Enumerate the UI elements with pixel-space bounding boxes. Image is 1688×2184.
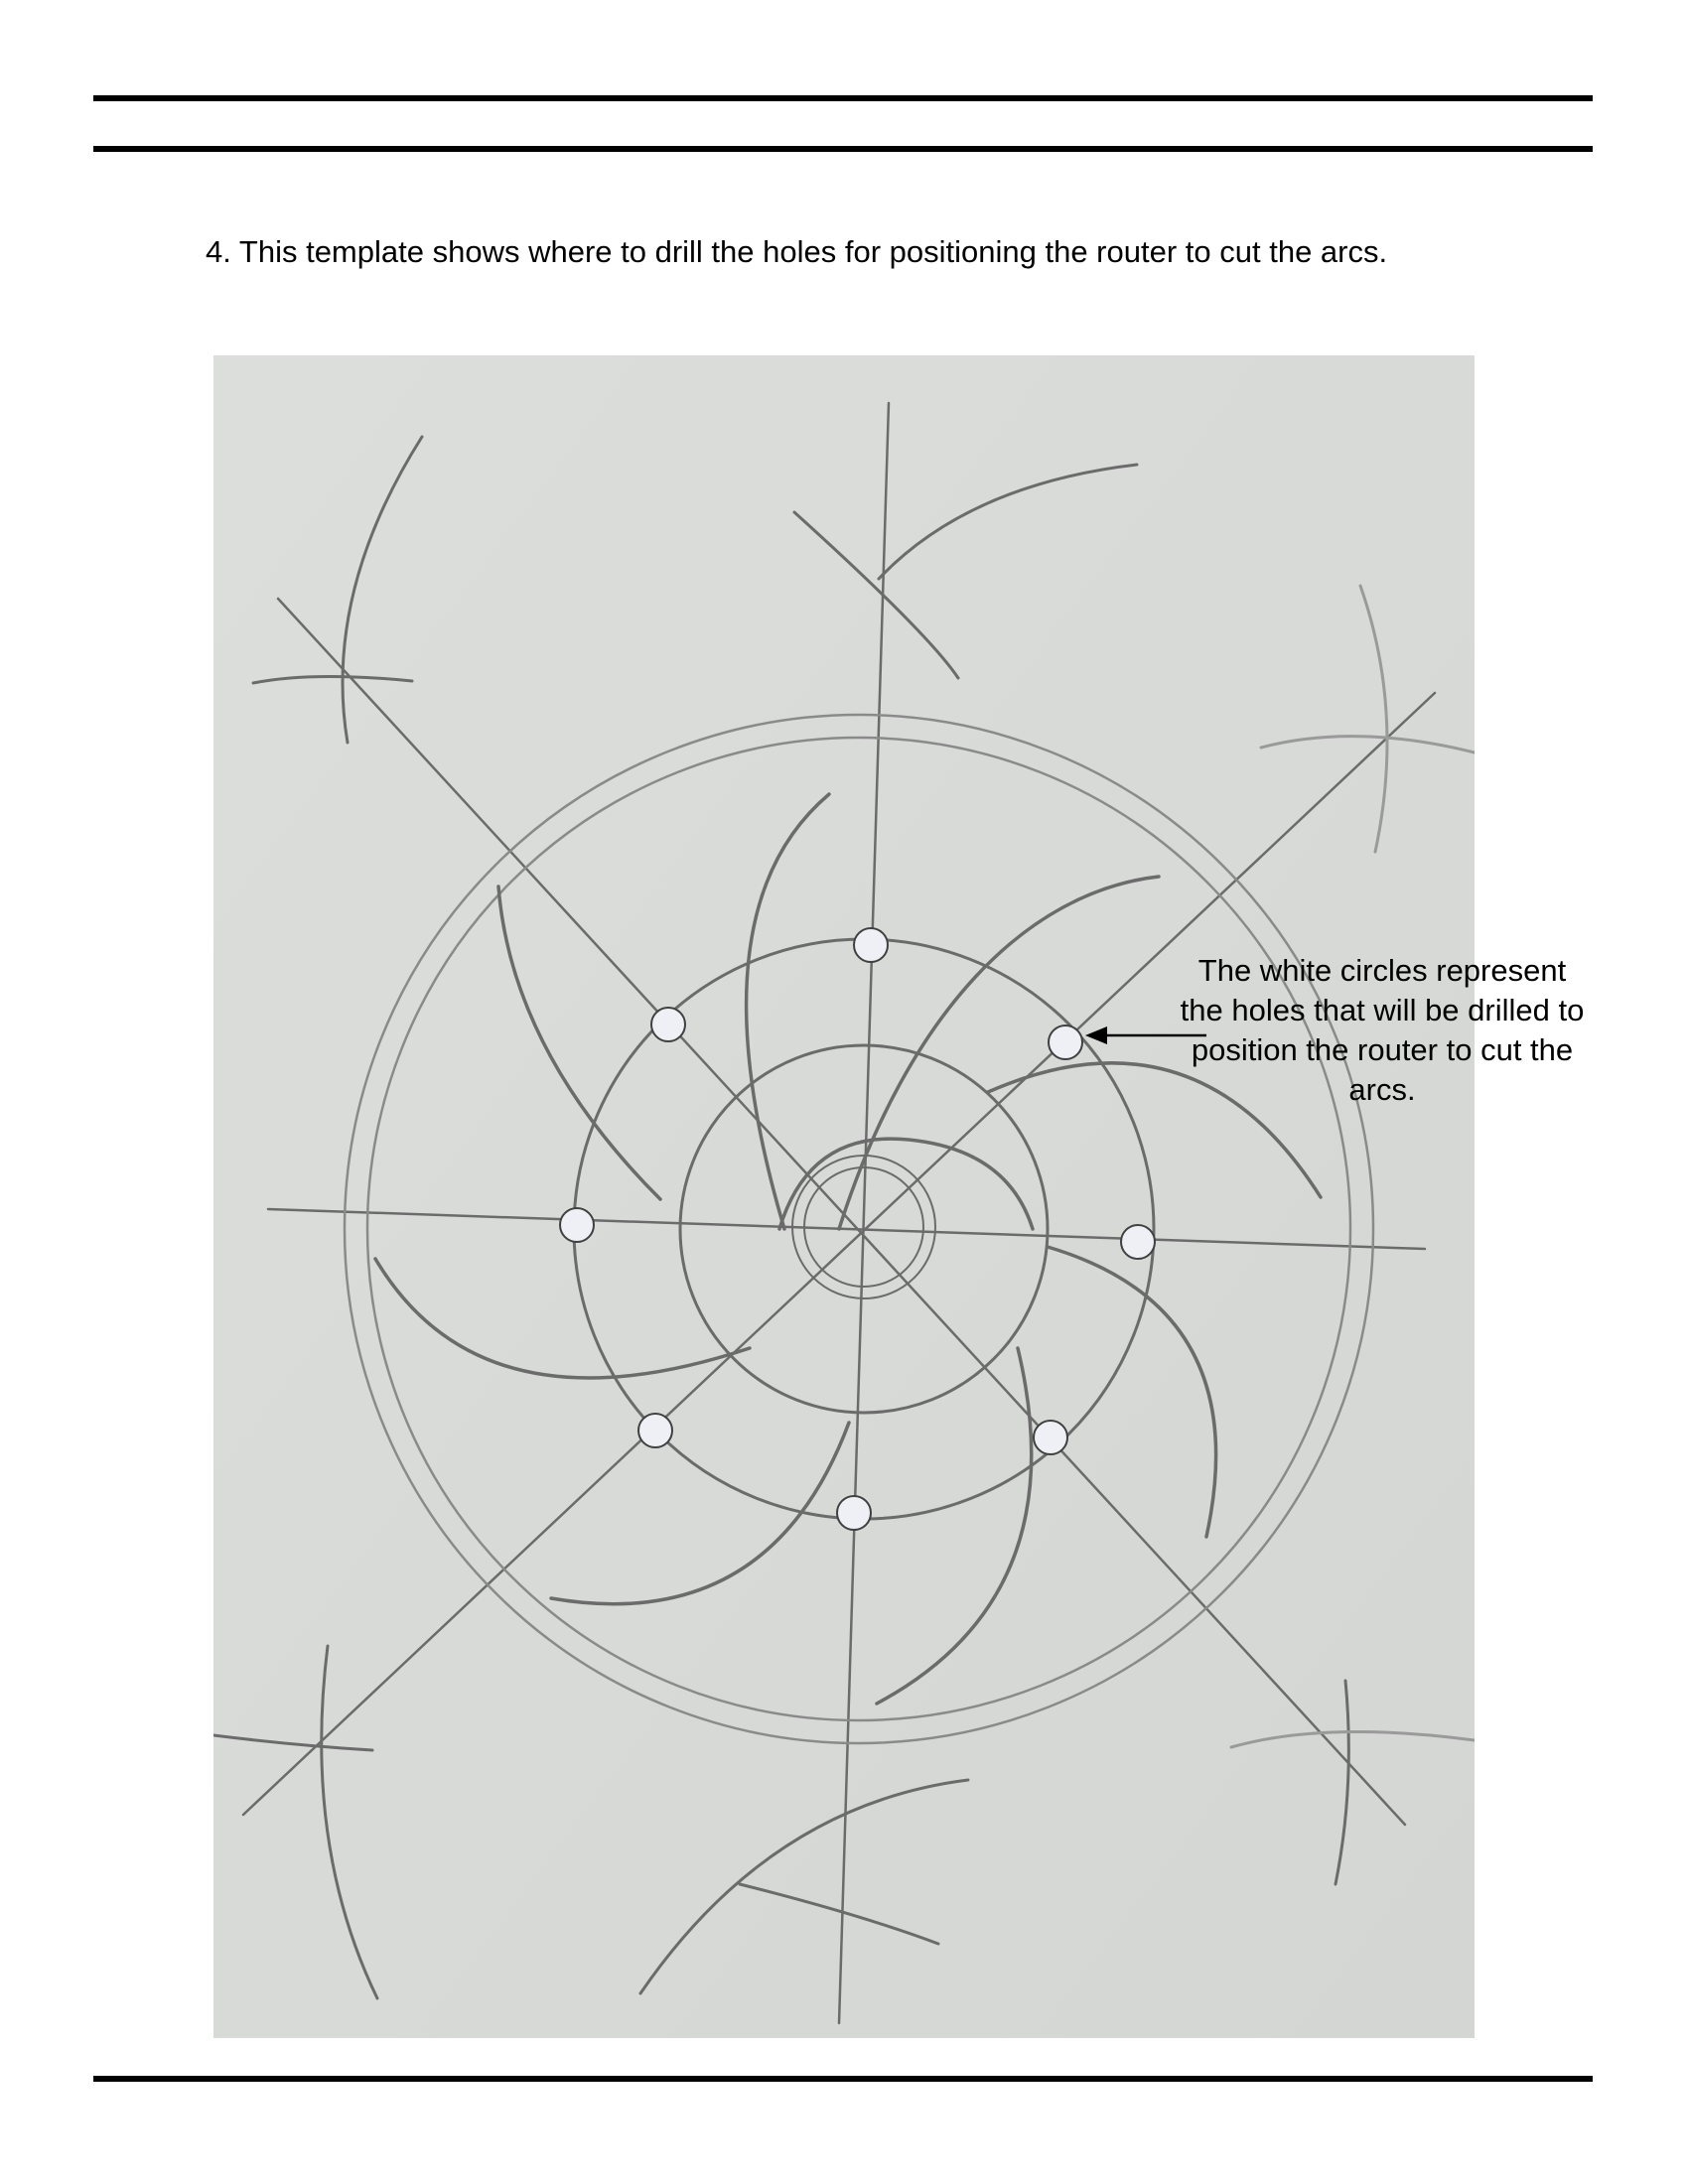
step-instruction: 4. This template shows where to drill the holes for positioning the router to cut the arcs. [206,234,1388,269]
drill-hole [854,928,888,962]
drill-hole [1121,1225,1155,1259]
drill-hole [651,1008,685,1041]
drill-hole [560,1208,594,1242]
template-photo [213,355,1475,2038]
drill-hole [638,1414,672,1447]
top-rule-2 [93,146,1593,152]
drill-hole [837,1496,871,1530]
top-rule-1 [93,95,1593,101]
drill-hole [1034,1421,1067,1454]
drill-hole [1049,1025,1082,1059]
callout-text: The white circles represent the holes that will be drilled to position the router to cut the arcs. [1180,953,1585,1107]
paper-sheet [213,355,1475,2038]
bottom-rule [93,2076,1593,2082]
